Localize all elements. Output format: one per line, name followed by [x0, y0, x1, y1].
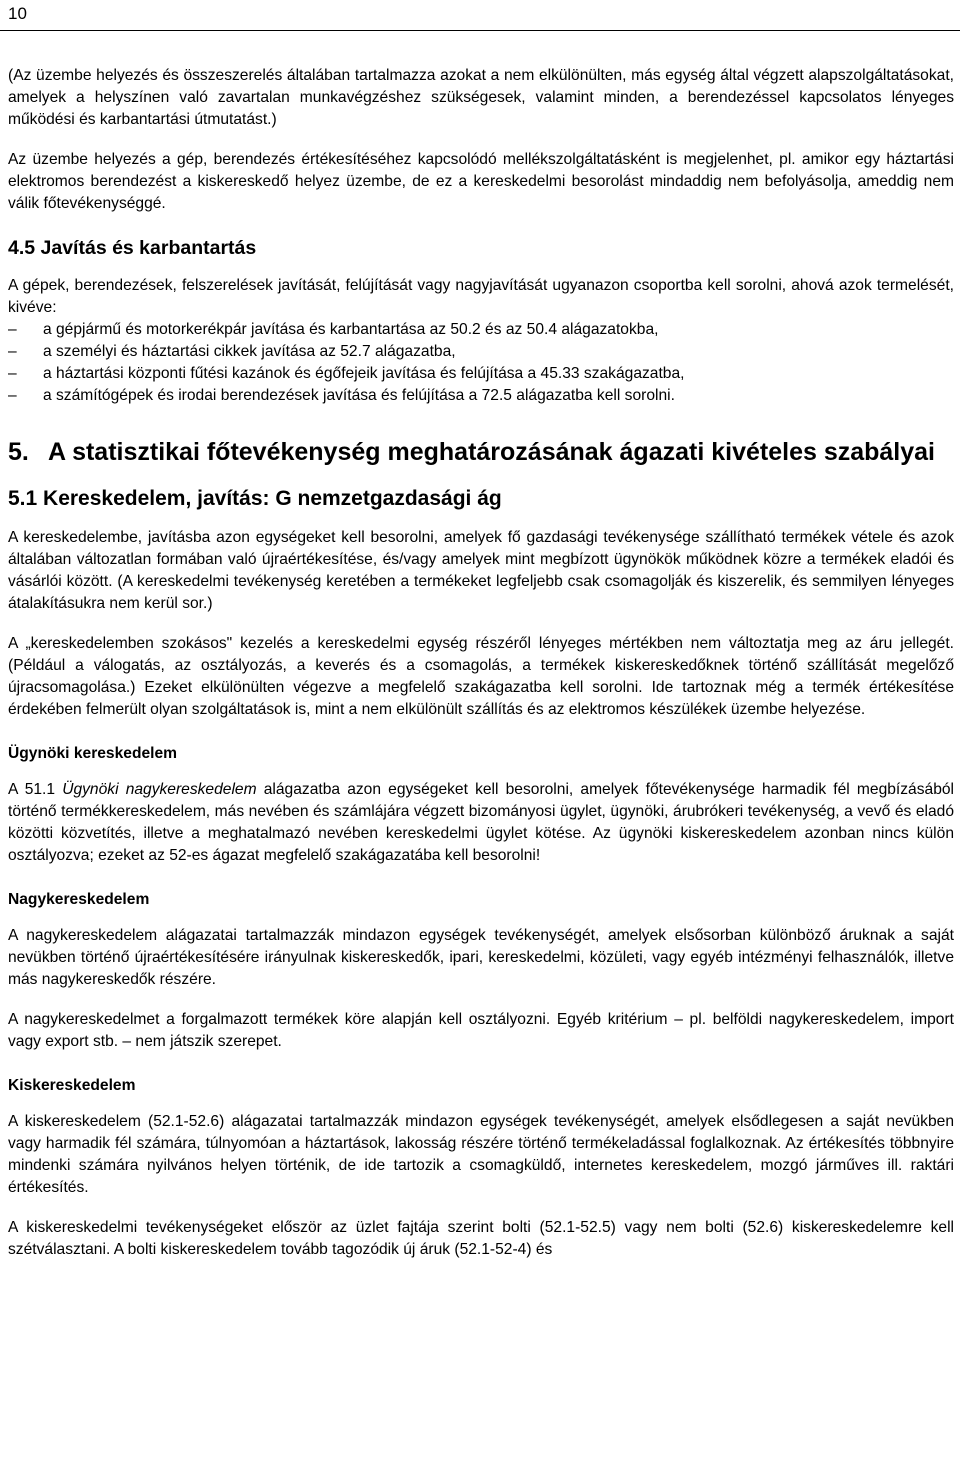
ugynoki-text-start: A 51.1	[8, 781, 63, 798]
list-item	[8, 363, 954, 385]
nagyker-heading: Nagykereskedelem	[8, 891, 150, 908]
page-number: 10	[8, 4, 27, 23]
intro-paragraph-1: (Az üzembe helyezés és összeszerelés általában tartalmazza azokat a nem elkülönülten, más egység által végzett alapszolgáltatásokat, amelyek a helyszínen való zavartalan munkavégzéshez szükségesek, valamint minden, a berendezéssel kapcsolatos lényeges működési és karbantartási útmutatást.)	[8, 67, 954, 128]
section-5-1-paragraph-1: A kereskedelembe, javításba azon egységeket kell besorolni, amelyek fő gazdasági tevékenysége szállítható termékek vétele és azok általában változatlan formában való újraértékesítése, és/vagy amelyek mint megbízott ügynökök működnek közre a termékek eladói és vásárlói között. (A kereskedelmi tevékenység keretében a termékeket legfeljebb csak csomagolják és kiszerelik, és semmilyen lényeges átalakításukra nem kerül sor.)	[8, 529, 954, 612]
nagyker-paragraph-2: A nagykereskedelmet a forgalmazott termékek köre alapján kell osztályozni. Egyéb kritérium – pl. belföldi nagykereskedelem, import vagy export stb. – nem játszik szerepet.	[8, 1011, 954, 1050]
document-body	[8, 65, 954, 1261]
section-4-5-heading: 4.5 Javítás és karbantartás	[8, 237, 257, 259]
intro-paragraph-2: Az üzembe helyezés a gép, berendezés értékesítéséhez kapcsolódó mellékszolgáltatásként is megjelenhet, pl. amikor egy háztartási elektromos berendezést a kiskereskedő helyez üzembe, de ez a kereskedelmi besorolást mindaddig nem befolyásolja, ameddig nem válik főtevékenységgé.	[8, 151, 954, 212]
section-4-5-intro: A gépek, berendezések, felszerelések javítását, felújítását vagy nagyjavítását ugyanazon csoportba kell sorolni, ahová azok termelését, kivéve:	[8, 277, 954, 316]
list-item-text: a háztartási központi fűtési kazánok és égőfejeik javítása és felújítása a 45.33 szakágazatba,	[43, 365, 685, 382]
ugynoki-text-rest: alágazatba azon egységeket kell besorolni, amelyek főtevékenysége harmadik fél megbízásából történő termékkereskedelem, más nevében és számlájára végzett bizományosi ügylet, ügynöki, árubrókeri tevékenység, a vevő és eladó közötti közvetítés, illetve a meghatalmazó nevében kereskedelmi ügylet kötése. Az ügynöki kiskereskedelem azonban nincs külön osztályozva; ezeket az 52-es ágazat megfelelő szakágazatába kell besorolni!	[8, 781, 955, 864]
ugynoki-paragraph	[8, 779, 954, 867]
chapter-number: 5.	[8, 438, 29, 466]
section-5-1-paragraph-2: A „kereskedelemben szokásos" kezelés a kereskedelmi egység részéről lényeges mértékben nem változtatja meg az áru jellegét. (Például a válogatás, az osztályozás, a keverés és a csomagolás, a termékek kiskereskedőknek történő szállítását megelőző újracsomagolása.) Ezeket elkülönülten végezve a megfelelő szakágazatba kell sorolni. Ide tartoznak még a termék értékesítése érdekében felmerült olyan szolgáltatások is, mint a nem elkülönült szállítás és az elektromos készülékek üzembe helyezése.	[8, 635, 954, 718]
kisker-paragraph-1: A kiskereskedelem (52.1-52.6) alágazatai tartalmazzák mindazon egységek tevékenységét, amelyek elsődlegesen a saját nevükben vagy harmadik fél számára, túlnyomóan a háztartások, lakosság részére történő termékeladással foglalkoznak. Az értékesítés többnyire mindenki számára nyilvános helyen történik, de ide tartozik a csomagküldő, internetes kereskedelem, mozgó járműves ill. raktári értékesítés.	[8, 1113, 954, 1196]
header-rule	[0, 30, 960, 31]
chapter-5-heading	[8, 435, 954, 469]
dash-bullet: –	[8, 387, 17, 404]
list-item	[8, 385, 954, 407]
list-item-text: a számítógépek és irodai berendezések javítása és felújítása a 72.5 alágazatba kell sorolni.	[43, 387, 675, 404]
kisker-heading: Kiskereskedelem	[8, 1077, 136, 1094]
list-item	[8, 319, 954, 341]
list-item-text: a gépjármű és motorkerékpár javítása és karbantartása az 50.2 és az 50.4 alágazatokba,	[43, 321, 659, 338]
ugynoki-heading: Ügynöki kereskedelem	[8, 745, 178, 762]
dash-bullet: –	[8, 321, 17, 338]
list-item-text: a személyi és háztartási cikkek javítása az 52.7 alágazatba,	[43, 343, 456, 360]
kisker-paragraph-2: A kiskereskedelmi tevékenységeket először az üzlet fajtája szerint bolti (52.1-52.5) vagy nem bolti (52.6) kiskereskedelemre kell szétválasztani. A bolti kiskereskedelem tovább tagozódik új áruk (52.1-52-4) és	[8, 1219, 954, 1258]
dash-bullet: –	[8, 365, 17, 382]
exception-list	[8, 319, 954, 407]
list-item	[8, 341, 954, 363]
section-5-1-heading: 5.1 Kereskedelem, javítás: G nemzetgazdasági ág	[8, 487, 502, 510]
dash-bullet: –	[8, 343, 17, 360]
ugynoki-italic-term: Ügynöki nagykereskedelem	[62, 781, 257, 798]
nagyker-paragraph-1: A nagykereskedelem alágazatai tartalmazzák mindazon egységek tevékenységét, amelyek elsősorban különböző áruknak a saját nevükben történő újraértékesítésére irányulnak kiskereskedők, ipari, kereskedelmi, közületi, vagy egyéb intézményi felhasználók, illetve más nagykereskedők részére.	[8, 927, 954, 988]
chapter-title: A statisztikai főtevékenység meghatározásának ágazati kivételes szabályai	[48, 438, 935, 466]
